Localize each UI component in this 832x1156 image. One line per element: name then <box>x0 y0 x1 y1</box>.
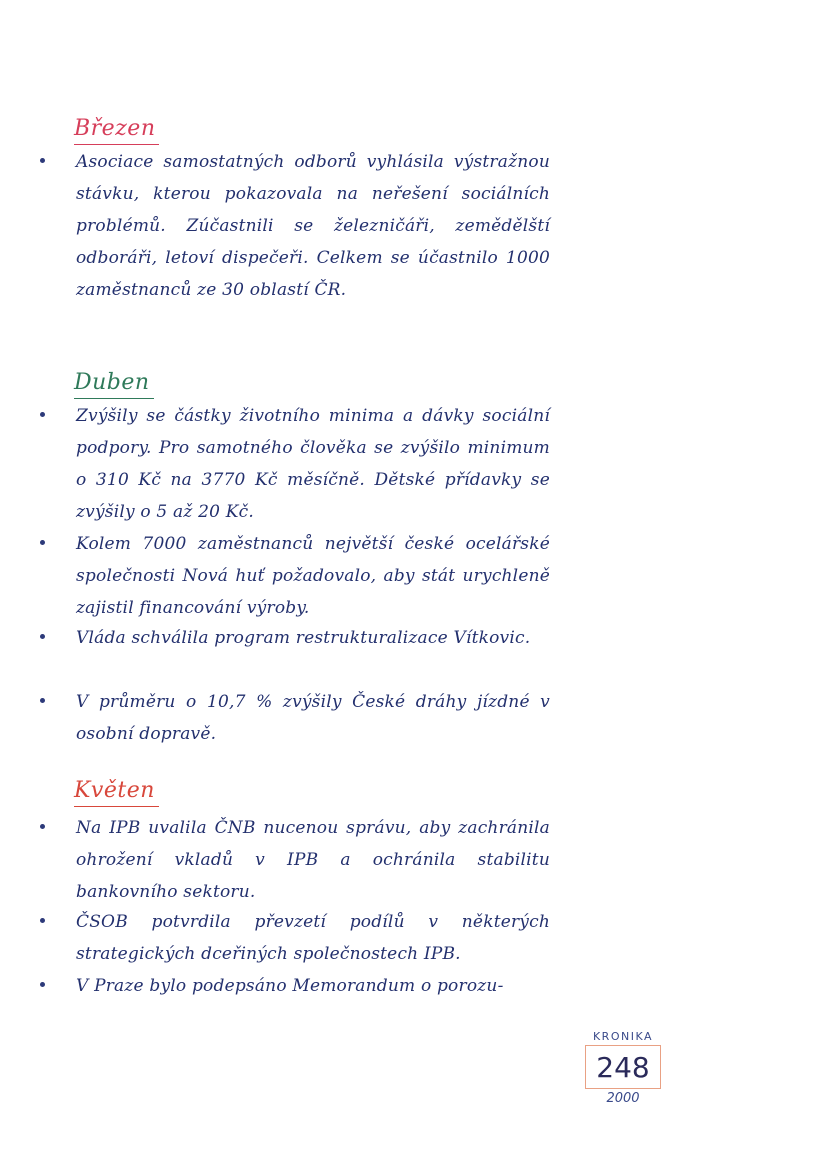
month-heading-duben: Duben <box>74 370 154 399</box>
list-item <box>40 906 550 970</box>
entry-text: Zvýšily se částky životního minima a dávky sociální podpory. Pro samotného člověka se zvýšilo minimum o 310 Kč na 3770 Kč měsíčně. Dětské přídavky se zvýšily o 5 až 20 Kč. <box>76 406 550 522</box>
list-item <box>40 528 550 624</box>
bullet-icon <box>40 634 45 639</box>
list-item <box>40 622 550 654</box>
month-heading-kveten: Květen <box>74 778 159 807</box>
entry-text: Kolem 7000 zaměstnanců největší české ocelářské společnosti Nová huť požadovalo, aby stát urychleně zajistil financování výroby. <box>76 534 550 618</box>
entry-text: Vláda schválila program restrukturalizace Vítkovic. <box>76 628 531 648</box>
bullet-icon <box>40 698 45 703</box>
entry-text: Asociace samostatných odborů vyhlásila výstražnou stávku, kterou pokazovala na neřešení sociálních problémů. Zúčastnili se železničáři, zemědělští odboráři, letoví dispečeři. Celkem se účastnilo 1000 zaměstnanců ze 30 oblastí ČR. <box>76 152 550 300</box>
list-item <box>40 812 550 908</box>
entry-text: Na IPB uvalila ČNB nucenou správu, aby zachránila ohrožení vkladů v IPB a ochránila stabilitu bankovního sektoru. <box>76 818 550 902</box>
bullet-icon <box>40 412 45 417</box>
list-item <box>40 970 550 1002</box>
stamp-label: KRONIKA <box>592 1030 654 1043</box>
bullet-icon <box>40 824 45 829</box>
stamp-year: 2000 <box>606 1091 640 1106</box>
entry-text: ČSOB potvrdila převzetí podílů v některých strategických dceřiných společnostech IPB. <box>76 912 550 964</box>
month-heading-brezen: Březen <box>74 116 159 145</box>
entry-text: V průměru o 10,7 % zvýšily České dráhy jízdné v osobní dopravě. <box>76 692 550 744</box>
entry-text: V Praze bylo podepsáno Memorandum o porozu- <box>76 976 504 996</box>
bullet-icon <box>40 158 45 163</box>
bullet-icon <box>40 540 45 545</box>
list-item <box>40 146 550 306</box>
page-number: 248 <box>585 1045 661 1089</box>
page-stamp <box>578 1030 668 1106</box>
bullet-icon <box>40 982 45 987</box>
bullet-icon <box>40 918 45 923</box>
list-item <box>40 686 550 750</box>
list-item <box>40 400 550 528</box>
